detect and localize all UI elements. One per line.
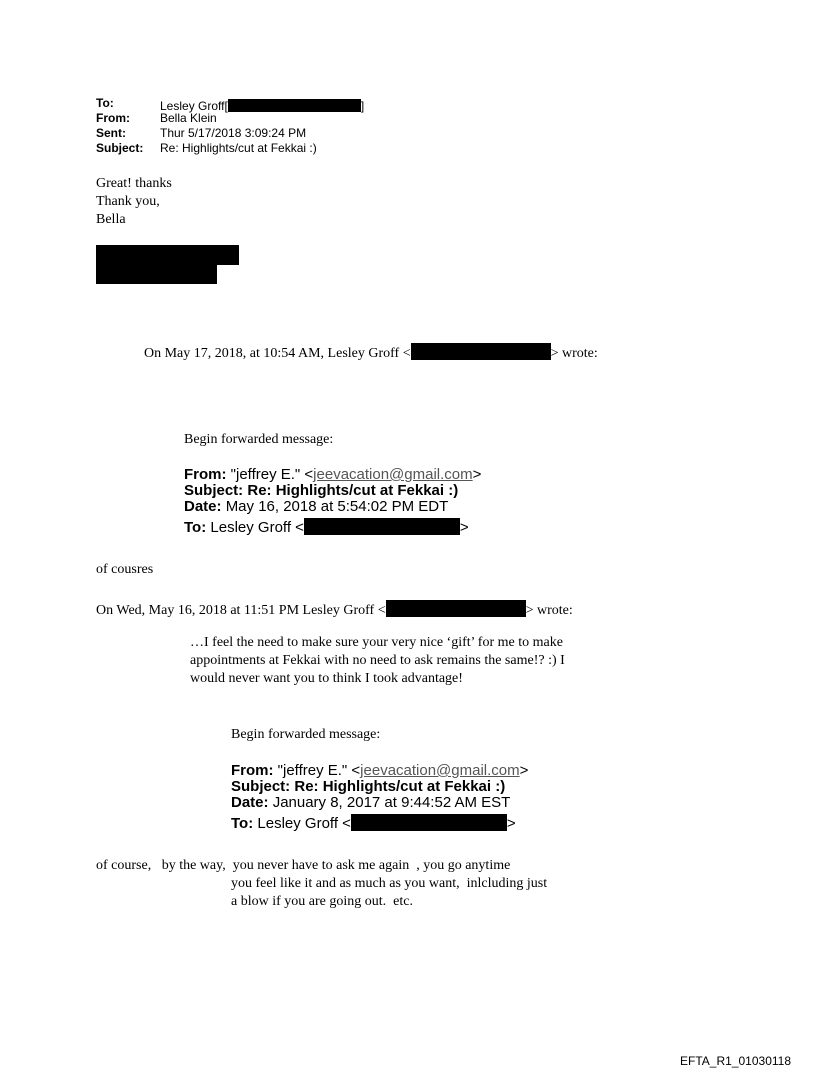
forward-2-date-row xyxy=(231,795,528,811)
forward-1-to-value: Lesley Groff < xyxy=(210,519,304,536)
final-reply-line-2: you feel like it and as much as you want, inlcluding just xyxy=(231,876,548,891)
forward-1-from-row xyxy=(184,467,481,483)
redaction-box xyxy=(411,343,551,360)
forward-1-date-value: May 16, 2018 at 5:54:02 PM EDT xyxy=(225,498,449,515)
reply-signature: Bella xyxy=(96,212,126,227)
forward-1-subject-value: Re: Highlights/cut at Fekkai :) xyxy=(247,482,459,499)
forward-2-subject-label: Subject: xyxy=(231,778,291,795)
document-id: EFTA_R1_01030118 xyxy=(680,1054,791,1068)
forward-2-to-label: To: xyxy=(231,815,254,832)
forward-2-header xyxy=(231,763,528,832)
forward-1-to-row xyxy=(184,515,481,536)
final-reply-line-3: a blow if you are going out. etc. xyxy=(231,894,413,909)
forward-2-date-value: January 8, 2017 at 9:44:52 AM EST xyxy=(272,794,511,811)
email-link[interactable]: jeevacation@gmail.com xyxy=(360,762,520,779)
forward-2-to-row xyxy=(231,811,528,832)
subject-value: Re: Highlights/cut at Fekkai :) xyxy=(160,141,317,155)
forward-1-date-label: Date: xyxy=(184,498,222,515)
sent-label: Sent: xyxy=(96,126,126,140)
from-value: Bella Klein xyxy=(160,111,217,125)
redaction-box xyxy=(228,99,361,112)
forward-1-to-close: > xyxy=(459,519,469,536)
forward-1-header xyxy=(184,467,481,536)
forward-1-from-close: > xyxy=(472,466,482,483)
to-name: Lesley Groff[ xyxy=(160,99,228,113)
forward-1-subject-label: Subject: xyxy=(184,482,244,499)
forward-1-intro: Begin forwarded message: xyxy=(184,432,334,447)
quoted-line-3: would never want you to think I took advantage! xyxy=(190,671,463,686)
forward-2-from-name: "jeffrey E." < xyxy=(277,762,361,779)
quote-2-suffix: > wrote: xyxy=(525,603,573,618)
reply-body xyxy=(96,175,172,229)
redaction-box xyxy=(96,265,217,284)
quote-1-prefix: On May 17, 2018, at 10:54 AM, Lesley Groff < xyxy=(144,346,411,361)
quoted-message xyxy=(190,634,565,688)
quoted-line-1: …I feel the need to make sure your very nice ‘gift’ for me to make xyxy=(190,635,563,650)
forward-2-subject-row xyxy=(231,779,528,795)
forward-1-subject-row xyxy=(184,483,481,499)
final-reply-line-1: of course, by the way, you never have to ask me again , you go anytime xyxy=(96,858,511,873)
email-link[interactable]: jeevacation@gmail.com xyxy=(313,466,473,483)
redaction-box xyxy=(351,814,507,831)
forward-1-from-name: "jeffrey E." < xyxy=(230,466,314,483)
redaction-box xyxy=(386,600,526,617)
forward-2-from-label: From: xyxy=(231,762,274,779)
forward-2-date-label: Date: xyxy=(231,794,269,811)
forward-1-date-row xyxy=(184,499,481,515)
forward-2-subject-value: Re: Highlights/cut at Fekkai :) xyxy=(294,778,506,795)
subject-label: Subject: xyxy=(96,141,144,155)
redaction-box xyxy=(96,245,239,265)
quoted-line-2: appointments at Fekkai with no need to ask remains the same!? :) I xyxy=(190,653,565,668)
from-label: From: xyxy=(96,111,130,125)
to-label: To: xyxy=(96,96,114,110)
quote-1-suffix: > wrote: xyxy=(550,346,598,361)
forward-1-from-label: From: xyxy=(184,466,227,483)
forward-2-intro: Begin forwarded message: xyxy=(231,727,381,742)
forward-2-to-value: Lesley Groff < xyxy=(257,815,351,832)
forward-2-from-close: > xyxy=(519,762,529,779)
sent-value: Thur 5/17/2018 3:09:24 PM xyxy=(160,126,307,140)
forward-1-to-label: To: xyxy=(184,519,207,536)
reply-line-2: Thank you, xyxy=(96,194,160,209)
quote-attribution-2 xyxy=(96,597,573,620)
reply-2: of cousres xyxy=(96,562,154,577)
forward-2-from-row xyxy=(231,763,528,779)
forward-2-to-close: > xyxy=(506,815,516,832)
redaction-box xyxy=(304,518,460,535)
quote-attribution-1 xyxy=(144,340,598,363)
reply-line-1: Great! thanks xyxy=(96,176,172,191)
quote-2-prefix: On Wed, May 16, 2018 at 11:51 PM Lesley Groff < xyxy=(96,603,386,618)
to-close-bracket: ] xyxy=(360,99,365,113)
